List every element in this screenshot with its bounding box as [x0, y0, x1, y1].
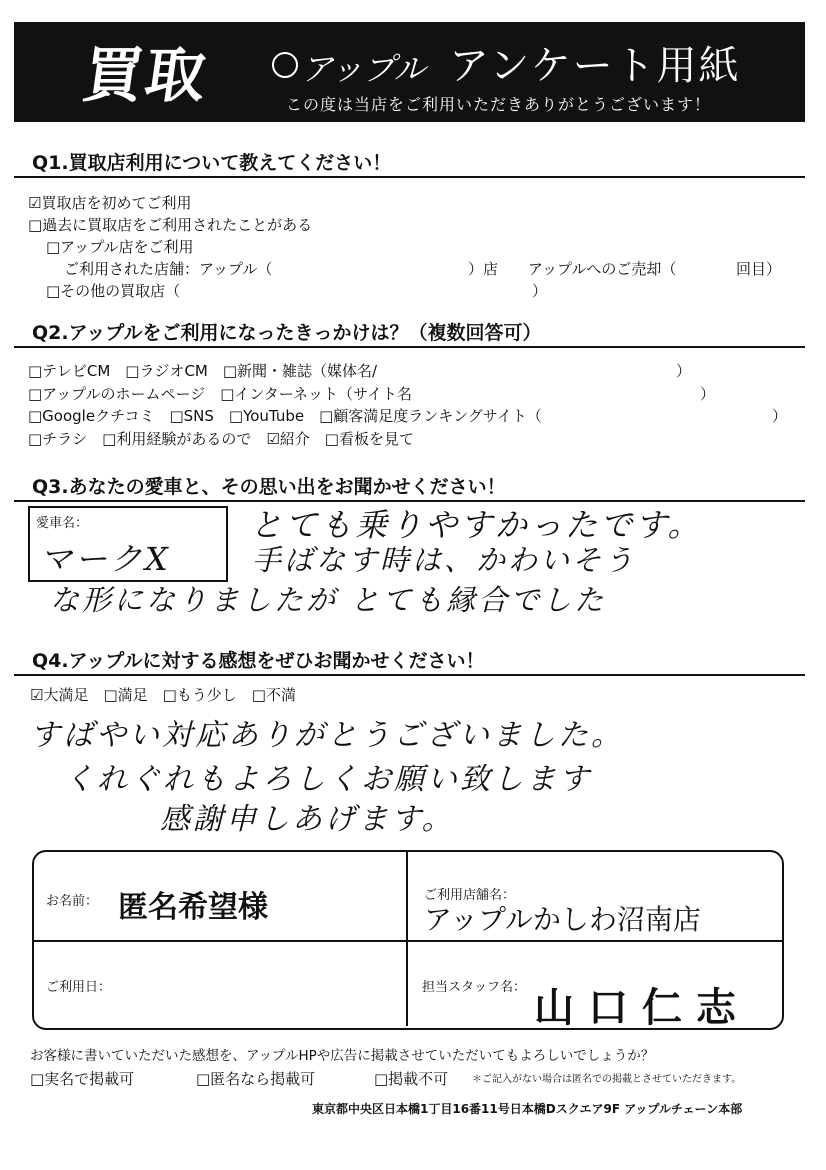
q1-sales-suffix: 回目）	[736, 260, 782, 278]
store-label: ご利用店舗名：	[424, 888, 516, 903]
q1-option-other[interactable]: □その他の買取店（	[46, 282, 181, 300]
brand-logo: アップル	[301, 50, 426, 88]
hq-address: 東京都中央区日本橋1丁目16番11号日本橋Dスクエア9F アップルチェーン本部	[312, 1102, 743, 1116]
q4-satisfaction-options[interactable]: ☑大満足 □満足 □もう少し □不満	[30, 686, 296, 704]
car-name-value[interactable]: マークX	[40, 540, 171, 578]
apple-logo-icon	[272, 52, 298, 78]
comment-line-2[interactable]: くれぐれもよろしくお願い致します	[64, 762, 592, 797]
publish-option-real-name[interactable]: □実名で掲載可	[30, 1070, 135, 1088]
name-label: お名前：	[46, 894, 99, 909]
q2-row-media[interactable]: □テレビCM □ラジオCM □新聞・雑誌（媒体名/	[28, 362, 378, 380]
q2-row-social[interactable]: □Googleクチコミ □SNS □YouTube □顧客満足度ランキングサイト（	[28, 407, 542, 425]
q2-row-web[interactable]: □アップルのホームページ □インターネット（サイト名	[28, 385, 412, 403]
q1-store-label: ご利用された店舗：アップル（	[64, 260, 273, 278]
publish-option-anonymous[interactable]: □匿名なら掲載可	[196, 1070, 316, 1088]
q2-divider	[14, 346, 805, 348]
q1-title: Q1.買取店利用について教えてください！	[32, 152, 392, 174]
header-banner	[14, 22, 805, 122]
q1-option-apple[interactable]: □アップル店をご利用	[46, 238, 194, 256]
q2-title: Q2.アップルをご利用になったきっかけは？（複数回答可）	[32, 322, 542, 344]
q2-row-other[interactable]: □チラシ □利用経験があるので ☑紹介 □看板を見て	[28, 430, 414, 448]
car-name-label: 愛車名：	[36, 516, 89, 531]
publish-question: お客様に書いていただいた感想を、アップルHPや広告に掲載させていただいてもよろしいでしょうか？	[30, 1048, 655, 1064]
store-value[interactable]: アップルかしわ沼南店	[424, 903, 701, 936]
page-title: アンケート用紙	[449, 43, 741, 89]
kaitori-logo: 買取	[78, 41, 213, 111]
page-subtitle: この度は当店をご利用いただきありがとうございます！	[286, 95, 712, 114]
q1-option-past-use[interactable]: □過去に買取店をご利用されたことがある	[28, 216, 313, 234]
comment-line-1[interactable]: すばやい対応ありがとうございました。	[30, 718, 624, 753]
q2-row-media-close: ）	[676, 362, 692, 380]
info-box-horizontal-divider	[34, 940, 782, 942]
q1-divider	[14, 176, 805, 178]
q1-store-suffix: ）店	[468, 260, 499, 278]
q4-title: Q4.アップルに対する感想をぜひお聞かせください！	[32, 650, 485, 672]
q1-other-close: ）	[532, 282, 548, 300]
name-value[interactable]: 匿名希望様	[118, 890, 268, 925]
q4-divider	[14, 674, 805, 676]
comment-line-3[interactable]: 感謝申しあげます。	[160, 802, 455, 837]
q2-row-social-close: ）	[772, 407, 788, 425]
publish-note: ＊ご記入がない場合は匿名での掲載とさせていただきます。	[472, 1074, 742, 1085]
date-label: ご利用日：	[46, 980, 112, 995]
memory-line-2[interactable]: 手ばなす時は、かわいそう	[252, 543, 637, 577]
q1-sales-label: アップルへのご売却（	[528, 260, 677, 278]
q3-title: Q3.あなたの愛車と、その思い出をお聞かせください！	[32, 476, 506, 498]
q1-option-first-time[interactable]: ☑買取店を初めてご利用	[28, 194, 192, 212]
memory-line-1[interactable]: とても乗りやすかったです。	[250, 506, 703, 544]
staff-label: 担当スタッフ名：	[422, 980, 527, 995]
q2-row-web-close: ）	[700, 385, 716, 403]
staff-stamp[interactable]: 山口仁志	[534, 985, 750, 1031]
info-box-vertical-divider	[406, 852, 408, 1026]
publish-option-no[interactable]: □掲載不可	[374, 1070, 449, 1088]
memory-line-3[interactable]: な形になりましたが とても縁合でした	[50, 583, 607, 617]
